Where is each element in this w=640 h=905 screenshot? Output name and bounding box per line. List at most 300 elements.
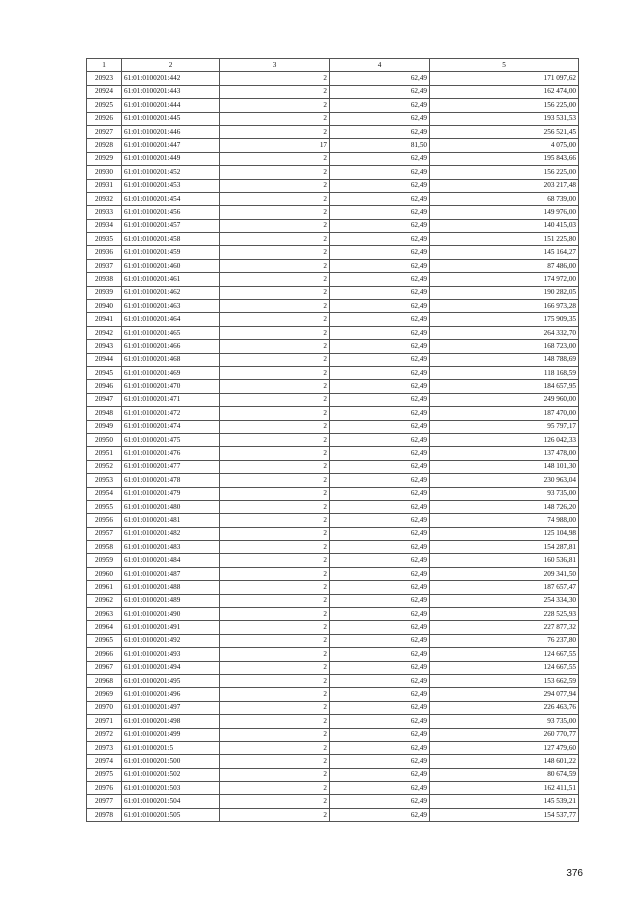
table-cell: 2: [220, 380, 330, 393]
table-cell: 2: [220, 433, 330, 446]
table-cell: 227 877,32: [430, 621, 579, 634]
table-cell: 62,49: [330, 125, 430, 138]
table-row: [87, 567, 579, 580]
table-cell: 61:01:0100201:469: [122, 366, 220, 379]
table-cell: 153 662,59: [430, 674, 579, 687]
table-cell: 20935: [87, 233, 122, 246]
table-row: [87, 541, 579, 554]
table-cell: 2: [220, 420, 330, 433]
table-cell: 156 225,00: [430, 166, 579, 179]
table-cell: 187 657,47: [430, 581, 579, 594]
table-cell: 203 217,48: [430, 179, 579, 192]
table-cell: 187 470,00: [430, 407, 579, 420]
table-cell: 20962: [87, 594, 122, 607]
table-cell: 62,49: [330, 206, 430, 219]
table-cell: 62,49: [330, 768, 430, 781]
table-cell: 61:01:0100201:477: [122, 460, 220, 473]
table-cell: 62,49: [330, 99, 430, 112]
table-cell: 61:01:0100201:483: [122, 541, 220, 554]
table-cell: 62,49: [330, 353, 430, 366]
table-cell: 61:01:0100201:475: [122, 433, 220, 446]
table-cell: 61:01:0100201:499: [122, 728, 220, 741]
table-cell: 148 601,22: [430, 755, 579, 768]
table-cell: 20976: [87, 782, 122, 795]
table-cell: 62,49: [330, 313, 430, 326]
table-cell: 62,49: [330, 179, 430, 192]
table-cell: 20972: [87, 728, 122, 741]
table-cell: 226 463,76: [430, 701, 579, 714]
table-cell: 61:01:0100201:476: [122, 447, 220, 460]
table-cell: 61:01:0100201:484: [122, 554, 220, 567]
table-cell: 2: [220, 112, 330, 125]
table-cell: 20952: [87, 460, 122, 473]
table-cell: 20957: [87, 527, 122, 540]
table-cell: 62,49: [330, 300, 430, 313]
table-cell: 20951: [87, 447, 122, 460]
table-cell: 62,49: [330, 487, 430, 500]
table-cell: 20948: [87, 407, 122, 420]
table-cell: 2: [220, 808, 330, 821]
table-row: [87, 527, 579, 540]
table-cell: 62,49: [330, 808, 430, 821]
table-cell: 20925: [87, 99, 122, 112]
table-cell: 61:01:0100201:458: [122, 233, 220, 246]
table-row: [87, 393, 579, 406]
table-cell: 93 735,00: [430, 487, 579, 500]
table-cell: 193 531,53: [430, 112, 579, 125]
table-row: [87, 353, 579, 366]
table-cell: 20956: [87, 514, 122, 527]
table-cell: 62,49: [330, 152, 430, 165]
table-cell: 2: [220, 273, 330, 286]
table-cell: 62,49: [330, 728, 430, 741]
table-cell: 168 723,00: [430, 340, 579, 353]
table-cell: 264 332,70: [430, 326, 579, 339]
table-cell: 61:01:0100201:445: [122, 112, 220, 125]
table-cell: 74 988,00: [430, 514, 579, 527]
table-cell: 62,49: [330, 112, 430, 125]
table-cell: 20954: [87, 487, 122, 500]
table-cell: 62,49: [330, 688, 430, 701]
table-cell: 62,49: [330, 554, 430, 567]
table-cell: 2: [220, 366, 330, 379]
table-cell: 62,49: [330, 192, 430, 205]
table-cell: 126 042,33: [430, 433, 579, 446]
table-cell: 228 525,93: [430, 608, 579, 621]
table-cell: 20971: [87, 715, 122, 728]
table-row: [87, 112, 579, 125]
table-cell: 62,49: [330, 166, 430, 179]
table-row: [87, 487, 579, 500]
table-cell: 254 334,30: [430, 594, 579, 607]
table-cell: 61:01:0100201:466: [122, 340, 220, 353]
table-cell: 20960: [87, 567, 122, 580]
table-header-row: [87, 59, 579, 72]
table-cell: 20926: [87, 112, 122, 125]
table-row: [87, 99, 579, 112]
table-cell: 61:01:0100201:495: [122, 674, 220, 687]
table-cell: 209 341,50: [430, 567, 579, 580]
table-cell: 61:01:0100201:504: [122, 795, 220, 808]
table-row: [87, 246, 579, 259]
table-row: [87, 741, 579, 754]
table-cell: 145 164,27: [430, 246, 579, 259]
table-cell: 17: [220, 139, 330, 152]
table-cell: 61:01:0100201:442: [122, 72, 220, 85]
table-cell: 160 536,81: [430, 554, 579, 567]
table-cell: 61:01:0100201:457: [122, 219, 220, 232]
table-cell: 62,49: [330, 447, 430, 460]
table-row: [87, 782, 579, 795]
table-cell: 2: [220, 407, 330, 420]
table-cell: 2: [220, 179, 330, 192]
table-cell: 61:01:0100201:479: [122, 487, 220, 500]
table-row: [87, 447, 579, 460]
table-cell: 2: [220, 567, 330, 580]
table-cell: 137 478,00: [430, 447, 579, 460]
table-row: [87, 634, 579, 647]
table-cell: 124 667,55: [430, 648, 579, 661]
table-cell: 62,49: [330, 541, 430, 554]
table-cell: 95 797,17: [430, 420, 579, 433]
table-cell: 162 474,00: [430, 85, 579, 98]
table-cell: 62,49: [330, 85, 430, 98]
table-cell: 2: [220, 219, 330, 232]
table-cell: 62,49: [330, 795, 430, 808]
table-cell: 175 909,35: [430, 313, 579, 326]
table-row: [87, 581, 579, 594]
data-table: [86, 58, 579, 822]
table-cell: 62,49: [330, 246, 430, 259]
table-cell: 2: [220, 300, 330, 313]
table-cell: 62,49: [330, 219, 430, 232]
table-cell: 2: [220, 166, 330, 179]
table-cell: 61:01:0100201:471: [122, 393, 220, 406]
table-cell: 62,49: [330, 340, 430, 353]
table-cell: 62,49: [330, 674, 430, 687]
table-cell: 62,49: [330, 72, 430, 85]
table-cell: 20928: [87, 139, 122, 152]
column-header: 1: [87, 59, 122, 72]
table-cell: 20940: [87, 300, 122, 313]
table-cell: 61:01:0100201:494: [122, 661, 220, 674]
table-cell: 140 415,03: [430, 219, 579, 232]
table-row: [87, 259, 579, 272]
table-cell: 62,49: [330, 648, 430, 661]
table-row: [87, 72, 579, 85]
table-cell: 20947: [87, 393, 122, 406]
table-cell: 2: [220, 621, 330, 634]
table-cell: 62,49: [330, 407, 430, 420]
table-cell: 80 674,59: [430, 768, 579, 781]
table-row: [87, 433, 579, 446]
table-cell: 62,49: [330, 514, 430, 527]
table-row: [87, 219, 579, 232]
table-cell: 20929: [87, 152, 122, 165]
table-row: [87, 701, 579, 714]
column-header: 3: [220, 59, 330, 72]
table-cell: 2: [220, 648, 330, 661]
table-cell: 260 770,77: [430, 728, 579, 741]
table-cell: 2: [220, 514, 330, 527]
table-cell: 20978: [87, 808, 122, 821]
table-row: [87, 621, 579, 634]
table-cell: 62,49: [330, 286, 430, 299]
table-cell: 20941: [87, 313, 122, 326]
table-cell: 20977: [87, 795, 122, 808]
table-body: [87, 59, 579, 822]
table-cell: 148 788,69: [430, 353, 579, 366]
table-cell: 171 097,62: [430, 72, 579, 85]
table-cell: 62,49: [330, 259, 430, 272]
table-cell: 61:01:0100201:446: [122, 125, 220, 138]
table-cell: 61:01:0100201:482: [122, 527, 220, 540]
table-cell: 2: [220, 741, 330, 754]
table-row: [87, 313, 579, 326]
table-row: [87, 661, 579, 674]
table-row: [87, 206, 579, 219]
table-cell: 2: [220, 634, 330, 647]
table-cell: 62,49: [330, 420, 430, 433]
table-row: [87, 688, 579, 701]
table-cell: 149 976,00: [430, 206, 579, 219]
table-cell: 61:01:0100201:456: [122, 206, 220, 219]
table-cell: 2: [220, 581, 330, 594]
table-cell: 61:01:0100201:480: [122, 500, 220, 513]
table-cell: 61:01:0100201:488: [122, 581, 220, 594]
table-cell: 20936: [87, 246, 122, 259]
table-cell: 2: [220, 192, 330, 205]
table-cell: 2: [220, 688, 330, 701]
table-cell: 62,49: [330, 621, 430, 634]
table-cell: 124 667,55: [430, 661, 579, 674]
table-cell: 20969: [87, 688, 122, 701]
table-cell: 2: [220, 259, 330, 272]
table-cell: 62,49: [330, 661, 430, 674]
table-cell: 2: [220, 447, 330, 460]
column-header: 5: [430, 59, 579, 72]
table-cell: 2: [220, 594, 330, 607]
table-cell: 61:01:0100201:503: [122, 782, 220, 795]
table-cell: 249 960,00: [430, 393, 579, 406]
table-cell: 2: [220, 661, 330, 674]
table-cell: 230 963,04: [430, 474, 579, 487]
table-cell: 61:01:0100201:460: [122, 259, 220, 272]
table-cell: 20965: [87, 634, 122, 647]
table-cell: 20964: [87, 621, 122, 634]
table-cell: 61:01:0100201:444: [122, 99, 220, 112]
table-cell: 61:01:0100201:496: [122, 688, 220, 701]
table-cell: 20923: [87, 72, 122, 85]
table-cell: 2: [220, 340, 330, 353]
table-cell: 2: [220, 554, 330, 567]
table-row: [87, 795, 579, 808]
table-cell: 2: [220, 206, 330, 219]
table-cell: 61:01:0100201:492: [122, 634, 220, 647]
table-cell: 4 075,00: [430, 139, 579, 152]
table-cell: 2: [220, 728, 330, 741]
table-cell: 61:01:0100201:500: [122, 755, 220, 768]
table-cell: 61:01:0100201:491: [122, 621, 220, 634]
table-cell: 2: [220, 795, 330, 808]
table-cell: 20963: [87, 608, 122, 621]
table-row: [87, 608, 579, 621]
table-row: [87, 166, 579, 179]
table-cell: 20927: [87, 125, 122, 138]
table-cell: 61:01:0100201:489: [122, 594, 220, 607]
table-cell: 2: [220, 72, 330, 85]
table-row: [87, 808, 579, 821]
table-cell: 61:01:0100201:459: [122, 246, 220, 259]
table-cell: 61:01:0100201:470: [122, 380, 220, 393]
table-cell: 20958: [87, 541, 122, 554]
table-cell: 2: [220, 99, 330, 112]
table-cell: 61:01:0100201:493: [122, 648, 220, 661]
table-cell: 61:01:0100201:505: [122, 808, 220, 821]
table-cell: 20933: [87, 206, 122, 219]
column-header: 4: [330, 59, 430, 72]
table-cell: 93 735,00: [430, 715, 579, 728]
table-cell: 62,49: [330, 433, 430, 446]
table-row: [87, 300, 579, 313]
table-cell: 62,49: [330, 366, 430, 379]
table-cell: 20939: [87, 286, 122, 299]
table-cell: 118 168,59: [430, 366, 579, 379]
table-cell: 20959: [87, 554, 122, 567]
table-row: [87, 85, 579, 98]
table-cell: 156 225,00: [430, 99, 579, 112]
table-cell: 61:01:0100201:498: [122, 715, 220, 728]
table-cell: 61:01:0100201:487: [122, 567, 220, 580]
table-row: [87, 286, 579, 299]
table-cell: 61:01:0100201:443: [122, 85, 220, 98]
table-cell: 20967: [87, 661, 122, 674]
table-cell: 294 077,94: [430, 688, 579, 701]
table-cell: 61:01:0100201:465: [122, 326, 220, 339]
table-cell: 61:01:0100201:478: [122, 474, 220, 487]
table-cell: 127 479,60: [430, 741, 579, 754]
table-cell: 62,49: [330, 581, 430, 594]
table-cell: 61:01:0100201:447: [122, 139, 220, 152]
table-cell: 68 739,00: [430, 192, 579, 205]
table-row: [87, 326, 579, 339]
table-cell: 62,49: [330, 782, 430, 795]
table-cell: 62,49: [330, 715, 430, 728]
table-cell: 20973: [87, 741, 122, 754]
table-cell: 2: [220, 85, 330, 98]
table-cell: 61:01:0100201:5: [122, 741, 220, 754]
table-row: [87, 674, 579, 687]
table-cell: 61:01:0100201:490: [122, 608, 220, 621]
table-cell: 61:01:0100201:497: [122, 701, 220, 714]
table-cell: 20930: [87, 166, 122, 179]
table-cell: 62,49: [330, 755, 430, 768]
table-cell: 2: [220, 152, 330, 165]
table-cell: 148 101,30: [430, 460, 579, 473]
table-cell: 62,49: [330, 741, 430, 754]
table-cell: 162 411,51: [430, 782, 579, 795]
table-row: [87, 420, 579, 433]
table-cell: 2: [220, 246, 330, 259]
table-row: [87, 755, 579, 768]
table-cell: 62,49: [330, 233, 430, 246]
table-cell: 62,49: [330, 701, 430, 714]
table-row: [87, 594, 579, 607]
table-cell: 125 104,98: [430, 527, 579, 540]
table-row: [87, 192, 579, 205]
table-cell: 2: [220, 125, 330, 138]
table-cell: 20945: [87, 366, 122, 379]
table-row: [87, 474, 579, 487]
table-cell: 61:01:0100201:472: [122, 407, 220, 420]
table-cell: 20975: [87, 768, 122, 781]
table-cell: 20968: [87, 674, 122, 687]
table-cell: 184 657,95: [430, 380, 579, 393]
table-cell: 20942: [87, 326, 122, 339]
table-cell: 2: [220, 608, 330, 621]
table-row: [87, 152, 579, 165]
page-number: 376: [566, 868, 583, 879]
table-cell: 61:01:0100201:461: [122, 273, 220, 286]
table-row: [87, 273, 579, 286]
table-row: [87, 514, 579, 527]
table-cell: 61:01:0100201:452: [122, 166, 220, 179]
table-cell: 62,49: [330, 527, 430, 540]
table-cell: 20950: [87, 433, 122, 446]
table-cell: 2: [220, 755, 330, 768]
table-cell: 20943: [87, 340, 122, 353]
table-cell: 20974: [87, 755, 122, 768]
table-cell: 2: [220, 474, 330, 487]
table-cell: 87 486,00: [430, 259, 579, 272]
table-row: [87, 380, 579, 393]
table-cell: 2: [220, 527, 330, 540]
table-row: [87, 500, 579, 513]
table-cell: 62,49: [330, 380, 430, 393]
table-row: [87, 179, 579, 192]
table-cell: 61:01:0100201:464: [122, 313, 220, 326]
table-cell: 61:01:0100201:474: [122, 420, 220, 433]
table-cell: 20966: [87, 648, 122, 661]
table-cell: 2: [220, 460, 330, 473]
table-cell: 2: [220, 326, 330, 339]
table-cell: 61:01:0100201:453: [122, 179, 220, 192]
table-cell: 174 972,00: [430, 273, 579, 286]
table-cell: 62,49: [330, 273, 430, 286]
table-cell: 2: [220, 541, 330, 554]
table-cell: 61:01:0100201:481: [122, 514, 220, 527]
table-cell: 20924: [87, 85, 122, 98]
table-cell: 166 973,28: [430, 300, 579, 313]
table-cell: 62,49: [330, 326, 430, 339]
table-cell: 256 521,45: [430, 125, 579, 138]
table-row: [87, 768, 579, 781]
table-cell: 20946: [87, 380, 122, 393]
table-row: [87, 554, 579, 567]
table-cell: 76 237,80: [430, 634, 579, 647]
table-cell: 20953: [87, 474, 122, 487]
table-row: [87, 125, 579, 138]
table-cell: 20955: [87, 500, 122, 513]
table-cell: 20949: [87, 420, 122, 433]
table-cell: 62,49: [330, 460, 430, 473]
table-cell: 20961: [87, 581, 122, 594]
table-cell: 2: [220, 674, 330, 687]
table-cell: 2: [220, 768, 330, 781]
table-row: [87, 407, 579, 420]
table-row: [87, 340, 579, 353]
table-cell: 2: [220, 393, 330, 406]
